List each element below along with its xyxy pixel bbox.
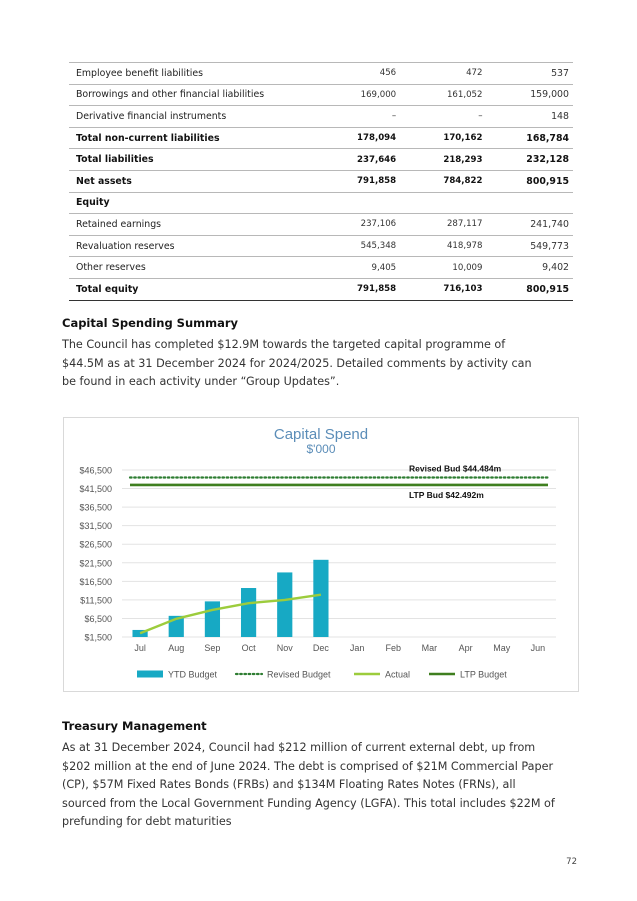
- row-label: Other reserves: [69, 257, 310, 279]
- page-number: 72: [566, 857, 577, 867]
- table-row: [69, 214, 573, 236]
- value-col-1: 791,858: [310, 170, 396, 192]
- value-col-1: 791,858: [310, 278, 396, 300]
- value-col-2: 170,162: [396, 127, 482, 149]
- value-col-3: 537: [483, 63, 574, 85]
- row-label: Borrowings and other financial liabilities: [69, 84, 310, 106]
- treasury-heading: Treasury Management: [62, 719, 207, 733]
- x-tick-label: Mar: [421, 643, 438, 653]
- y-tick-label: $6,500: [84, 613, 112, 624]
- value-col-1: 9,405: [310, 257, 396, 279]
- value-col-2: 10,009: [396, 257, 482, 279]
- row-label: Net assets: [69, 170, 310, 192]
- x-tick-label: Jun: [530, 643, 546, 653]
- table-row: [69, 106, 573, 128]
- x-tick-label: Oct: [241, 643, 256, 653]
- x-tick-label: Apr: [458, 643, 473, 653]
- value-col-1: 237,646: [310, 149, 396, 171]
- row-label: Derivative financial instruments: [69, 106, 310, 128]
- value-col-3: 549,773: [483, 235, 574, 257]
- x-tick-label: Nov: [276, 643, 293, 653]
- value-col-2: –: [396, 106, 482, 128]
- value-col-1: 456: [310, 63, 396, 85]
- value-col-2: 784,822: [396, 170, 482, 192]
- value-col-3: 148: [483, 106, 574, 128]
- value-col-3: 159,000: [483, 84, 574, 106]
- value-col-2: [396, 192, 482, 214]
- x-tick-label: Sep: [204, 643, 221, 653]
- value-col-3: 232,128: [483, 149, 574, 171]
- x-tick-label: Dec: [312, 643, 329, 653]
- value-col-2: 218,293: [396, 149, 482, 171]
- legend-label: Revised Budget: [267, 669, 331, 680]
- value-col-3: 168,784: [483, 127, 574, 149]
- capital-spending-paragraph: The Council has completed $12.9M towards the targeted capital programme of $44.5M as at 31 December 2024 for 2024/2025. Detailed comments by activity can be found in each activity under “Group Updates”.: [62, 338, 532, 388]
- annotation-revised-budget: Revised Bud $44.484m: [409, 463, 502, 474]
- y-tick-label: $11,500: [80, 595, 112, 606]
- x-tick-label: Feb: [385, 643, 402, 653]
- x-tick-label: Aug: [168, 643, 185, 653]
- legend-label: Actual: [385, 669, 411, 680]
- y-tick-label: $36,500: [79, 502, 112, 513]
- bar-dec: [313, 560, 328, 637]
- row-label: Total liabilities: [69, 149, 310, 171]
- table-row: [69, 278, 573, 300]
- bar-nov: [277, 572, 292, 637]
- legend-swatch-ytd-budget: [137, 671, 163, 678]
- table-row: [69, 235, 573, 257]
- value-col-1: 169,000: [310, 84, 396, 106]
- row-label: Employee benefit liabilities: [69, 63, 310, 85]
- treasury-paragraph: As at 31 December 2024, Council had $212 million of current external debt, up from $202 million at the end of June 2024. The debt is comprised of $21M Commercial Paper (CP), $57M Fixed Rates Bonds (FRBs) and $134M Floating Rates Notes (FRNs), all sourced from the Local Government Funding Agency (LGFA). This total includes $22M of prefunding for debt maturities: [62, 741, 555, 828]
- table-row: [69, 170, 573, 192]
- table-row: [69, 84, 573, 106]
- series-actual: [140, 595, 321, 634]
- table-row: [69, 127, 573, 149]
- x-tick-label: Jul: [134, 643, 146, 653]
- value-col-1: 178,094: [310, 127, 396, 149]
- value-col-2: 716,103: [396, 278, 482, 300]
- table-row: [69, 192, 573, 214]
- bar-oct: [241, 588, 256, 637]
- value-col-1: [310, 192, 396, 214]
- capital-spend-chart: [63, 417, 579, 692]
- x-tick-label: Jan: [349, 643, 365, 653]
- value-col-3: 800,915: [483, 278, 574, 300]
- value-col-2: 287,117: [396, 214, 482, 236]
- capital-spending-heading: Capital Spending Summary: [62, 316, 239, 330]
- x-tick-label: May: [493, 643, 511, 653]
- table-row: [69, 63, 573, 85]
- row-label: Equity: [69, 192, 310, 214]
- value-col-2: 161,052: [396, 84, 482, 106]
- y-tick-label: $26,500: [79, 539, 112, 550]
- bar-sep: [205, 601, 220, 637]
- chart-subtitle: $'000: [306, 442, 336, 456]
- value-col-3: 9,402: [483, 257, 574, 279]
- value-col-3: [483, 192, 574, 214]
- row-label: Total equity: [69, 278, 310, 300]
- row-label: Retained earnings: [69, 214, 310, 236]
- value-col-1: 545,348: [310, 235, 396, 257]
- table-row: [69, 257, 573, 279]
- y-tick-label: $31,500: [79, 521, 112, 532]
- value-col-3: 241,740: [483, 214, 574, 236]
- balance-sheet-table: [69, 62, 573, 301]
- value-col-3: 800,915: [483, 170, 574, 192]
- value-col-2: 418,978: [396, 235, 482, 257]
- legend-label: LTP Budget: [460, 669, 507, 680]
- row-label: Revaluation reserves: [69, 235, 310, 257]
- table-row: [69, 149, 573, 171]
- value-col-1: 237,106: [310, 214, 396, 236]
- y-tick-label: $41,500: [79, 484, 112, 495]
- y-tick-label: $21,500: [79, 558, 112, 569]
- value-col-2: 472: [396, 63, 482, 85]
- chart-title: Capital Spend: [273, 426, 369, 443]
- y-tick-label: $46,500: [79, 465, 112, 476]
- annotation-ltp-budget: LTP Bud $42.492m: [409, 489, 484, 500]
- value-col-1: –: [310, 106, 396, 128]
- row-label: Total non-current liabilities: [69, 127, 310, 149]
- y-tick-label: $1,500: [84, 632, 112, 643]
- chart-canvas: [64, 418, 578, 691]
- y-tick-label: $16,500: [79, 576, 112, 587]
- legend-label: YTD Budget: [168, 669, 218, 680]
